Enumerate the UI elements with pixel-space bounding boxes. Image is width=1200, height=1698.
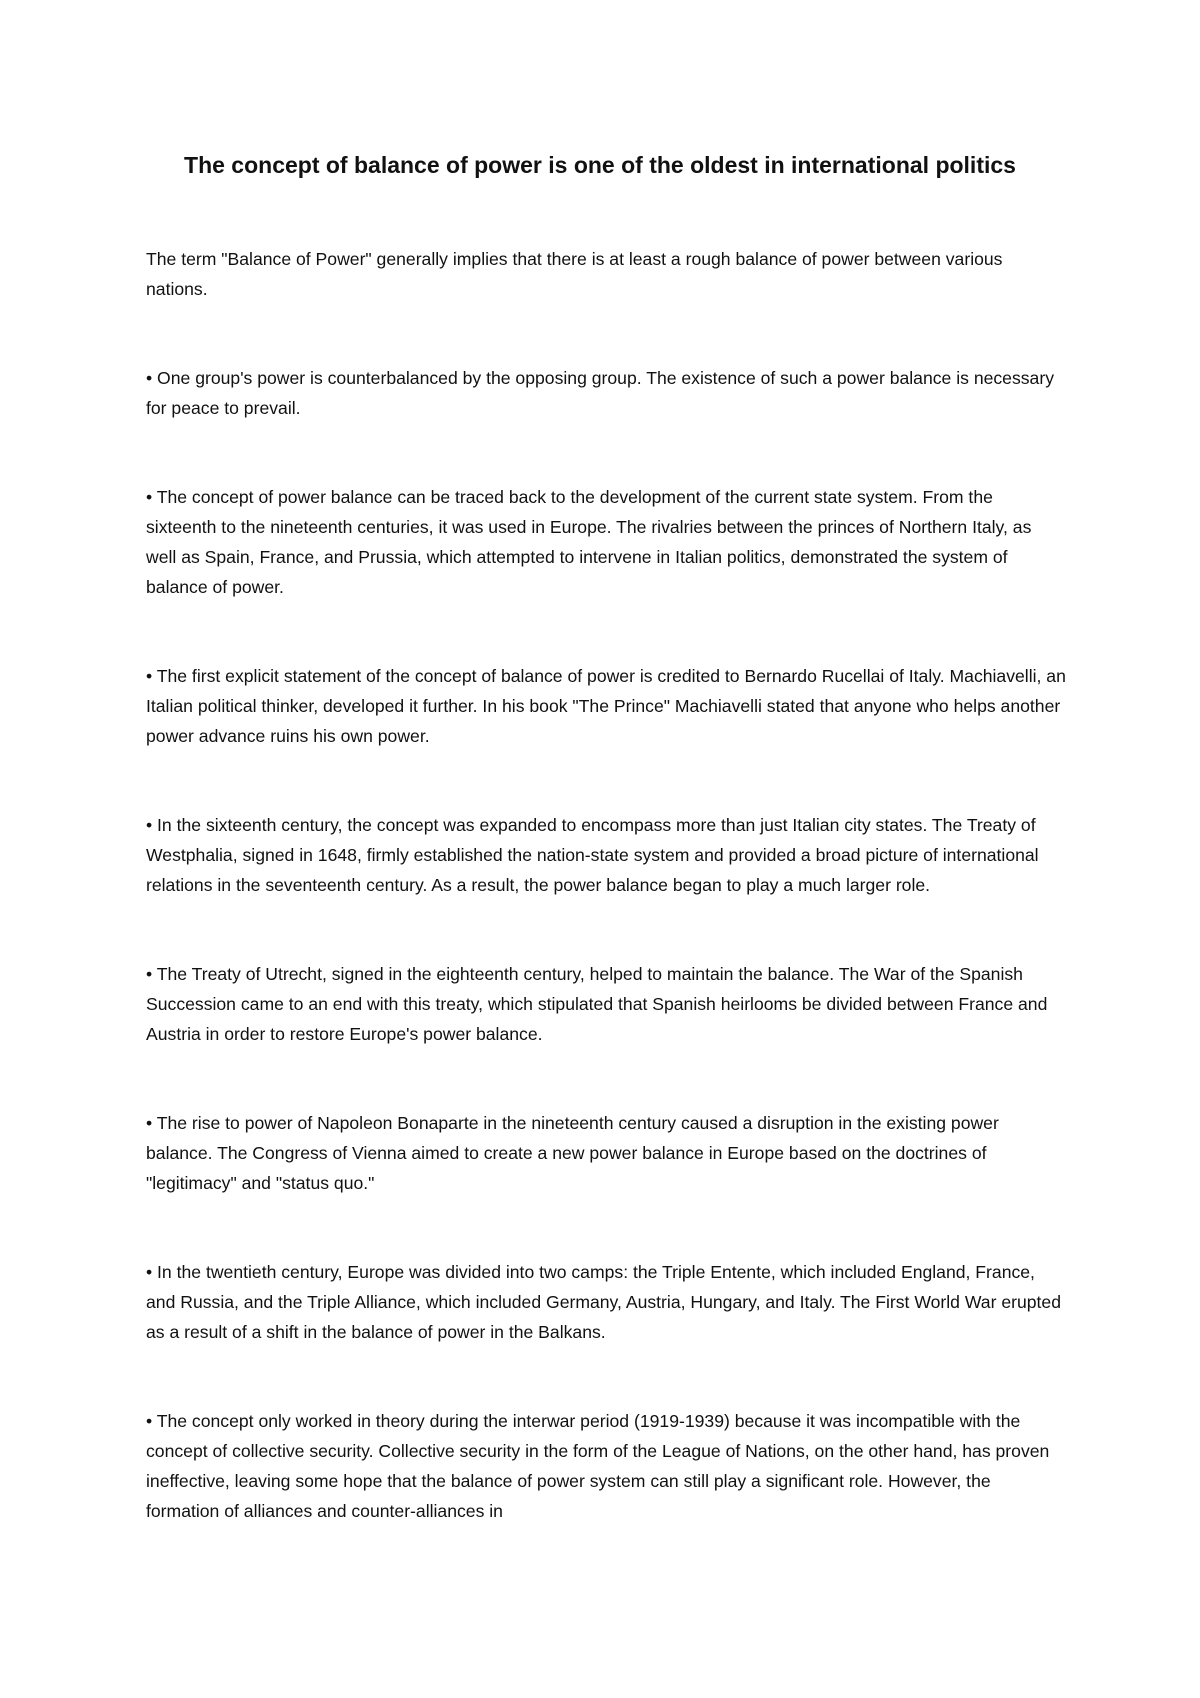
bullet-paragraph: • The rise to power of Napoleon Bonaparte in the nineteenth century caused a disruption in the existing power balance. The Congress of Vienna aimed to create a new power balance in Europe based on the doctrines of "legitimacy" and "status quo." xyxy=(146,1113,999,1193)
bullet-paragraph: • The concept of power balance can be traced back to the development of the current state system. From the sixteenth to the nineteenth centuries, it was used in Europe. The rivalries between the princes of Northern Italy, as well as Spain, France, and Prussia, which attempted to intervene in Italian politics, demonstrated the system of balance of power. xyxy=(146,487,1032,597)
document-body xyxy=(146,244,1066,1585)
bullet-paragraph: • In the sixteenth century, the concept was expanded to encompass more than just Italian city states. The Treaty of Westphalia, signed in 1648, firmly established the nation-state system and provided a broad picture of international relations in the seventeenth century. As a result, the power balance began to play a much larger role. xyxy=(146,815,1039,895)
bullet-paragraph: • The Treaty of Utrecht, signed in the eighteenth century, helped to maintain the balance. The War of the Spanish Succession came to an end with this treaty, which stipulated that Spanish heirlooms be divided between France and Austria in order to restore Europe's power balance. xyxy=(146,964,1048,1044)
paragraph-intro: The term "Balance of Power" generally implies that there is at least a rough balance of power between various nations. xyxy=(146,249,1003,299)
bullet-paragraph: • In the twentieth century, Europe was divided into two camps: the Triple Entente, which included England, France, and Russia, and the Triple Alliance, which included Germany, Austria, Hungary, and Italy. The First World War erupted as a result of a shift in the balance of power in the Balkans. xyxy=(146,1262,1061,1342)
document-title: The concept of balance of power is one of the oldest in international politics xyxy=(184,152,1016,178)
bullet-paragraph: • The concept only worked in theory during the interwar period (1919-1939) because it was incompatible with the concept of collective security. Collective security in the form of the League of Nations, on the other hand, has proven ineffective, leaving some hope that the balance of power system can still play a significant role. However, the formation of alliances and counter-alliances in xyxy=(146,1411,1050,1521)
bullet-paragraph: • The first explicit statement of the concept of balance of power is credited to Bernardo Rucellai of Italy. Machiavelli, an Italian political thinker, developed it further. In his book "The Prince" Machiavelli stated that anyone who helps another power advance ruins his own power. xyxy=(146,666,1066,746)
bullet-paragraph: • One group's power is counterbalanced by the opposing group. The existence of such a power balance is necessary for peace to prevail. xyxy=(146,368,1055,418)
